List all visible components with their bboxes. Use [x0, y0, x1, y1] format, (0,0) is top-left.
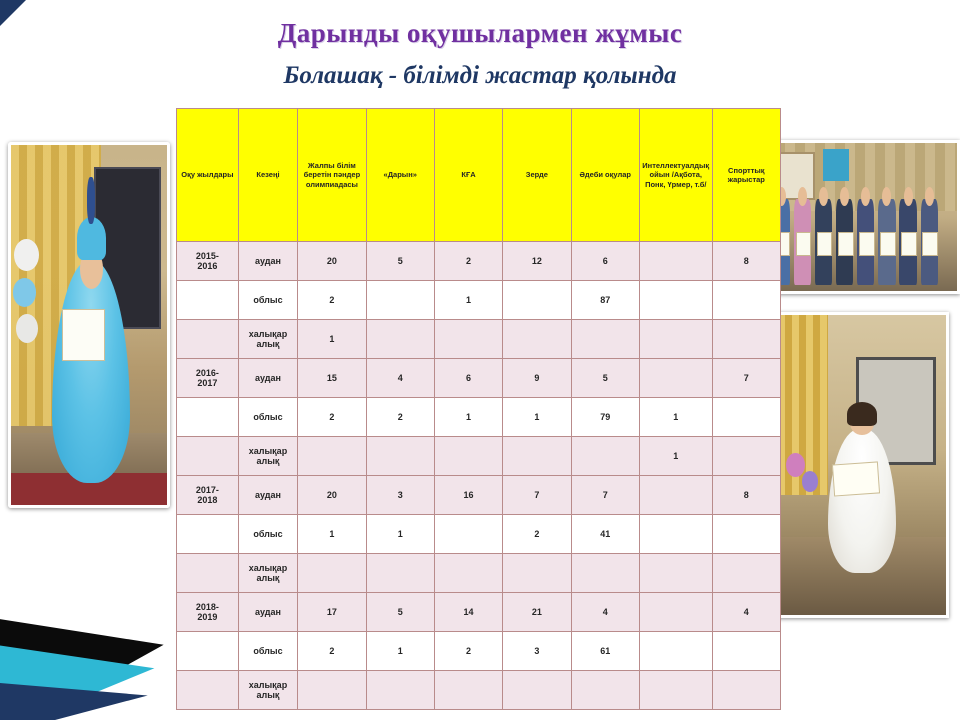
cell-level: облыс — [238, 398, 298, 437]
certificate — [832, 461, 880, 496]
table-row — [177, 242, 781, 281]
cell-value: 7 — [571, 476, 639, 515]
photo-group-children-certificates — [762, 140, 960, 294]
cell-value — [434, 437, 502, 476]
cell-value: 21 — [503, 593, 571, 632]
cell-value: 5 — [571, 359, 639, 398]
cell-value: 1 — [298, 320, 366, 359]
cell-value: 8 — [712, 242, 780, 281]
table-row — [177, 515, 781, 554]
child — [836, 199, 853, 285]
cell-value: 20 — [298, 242, 366, 281]
cell-value: 2 — [366, 398, 434, 437]
cell-value — [298, 554, 366, 593]
cell-value: 1 — [639, 398, 712, 437]
cell-value — [571, 437, 639, 476]
cell-value — [639, 593, 712, 632]
cell-value: 5 — [366, 242, 434, 281]
cell-value — [434, 554, 502, 593]
table-row — [177, 281, 781, 320]
cell-value: 1 — [434, 398, 502, 437]
balloon — [13, 278, 36, 307]
cell-value: 79 — [571, 398, 639, 437]
cell-level: халықар алық — [238, 671, 298, 710]
cell-value — [639, 671, 712, 710]
cell-value — [298, 437, 366, 476]
flag — [823, 149, 850, 182]
cell-value: 2 — [298, 281, 366, 320]
cell-value: 3 — [503, 632, 571, 671]
cell-year: 2018- 2019 — [177, 593, 239, 632]
cell-value — [712, 437, 780, 476]
cell-level: аудан — [238, 242, 298, 281]
column-header-zerde: Зерде — [503, 109, 571, 242]
table-row — [177, 437, 781, 476]
cell-value — [298, 671, 366, 710]
cell-value — [639, 632, 712, 671]
cell-value — [434, 320, 502, 359]
cell-value — [503, 320, 571, 359]
table-header-row — [177, 109, 781, 242]
table-row — [177, 671, 781, 710]
results-table — [176, 108, 781, 710]
cell-value — [503, 437, 571, 476]
cell-level: аудан — [238, 593, 298, 632]
cell-level: халықар алық — [238, 320, 298, 359]
column-header-daryn: «Дарын» — [366, 109, 434, 242]
cell-year — [177, 671, 239, 710]
cell-value — [366, 281, 434, 320]
cell-value — [571, 554, 639, 593]
cell-year: 2015- 2016 — [177, 242, 239, 281]
cell-year: 2017- 2018 — [177, 476, 239, 515]
column-header-subject-olympiad: Жалпы білім беретін пәндер олимпиадасы — [298, 109, 366, 242]
cell-value: 2 — [434, 242, 502, 281]
cell-value — [366, 671, 434, 710]
cell-level: аудан — [238, 359, 298, 398]
table-row — [177, 476, 781, 515]
cell-value: 87 — [571, 281, 639, 320]
cell-level: халықар алық — [238, 554, 298, 593]
cell-value — [639, 554, 712, 593]
child — [899, 199, 916, 285]
cell-value: 2 — [298, 632, 366, 671]
column-header-literary-readings: Әдеби оқулар — [571, 109, 639, 242]
cell-value — [571, 320, 639, 359]
column-header-intellectual-games: Интеллектуалдық ойын /Ақбота, Понк, Үрмер, т.б/ — [639, 109, 712, 242]
cell-value — [712, 398, 780, 437]
cell-year — [177, 320, 239, 359]
cell-value — [639, 320, 712, 359]
photo-girl-blue-dress — [8, 142, 170, 508]
cell-value: 6 — [571, 242, 639, 281]
cell-year — [177, 437, 239, 476]
cell-value: 1 — [298, 515, 366, 554]
cell-value: 2 — [503, 515, 571, 554]
table-row — [177, 593, 781, 632]
cell-value — [712, 632, 780, 671]
cell-year — [177, 398, 239, 437]
cell-value — [639, 359, 712, 398]
cell-value: 2 — [298, 398, 366, 437]
cell-value: 8 — [712, 476, 780, 515]
cell-value: 1 — [366, 515, 434, 554]
cell-value: 16 — [434, 476, 502, 515]
cell-value: 6 — [434, 359, 502, 398]
table-row — [177, 398, 781, 437]
results-table-container — [176, 108, 781, 710]
cell-value: 3 — [366, 476, 434, 515]
cell-value — [571, 671, 639, 710]
cell-value: 41 — [571, 515, 639, 554]
cell-value: 1 — [366, 632, 434, 671]
table-row — [177, 632, 781, 671]
cell-value — [712, 320, 780, 359]
photo-girl-white-dress — [775, 312, 949, 618]
cell-value — [712, 281, 780, 320]
balloon — [802, 471, 819, 492]
cell-level: халықар алық — [238, 437, 298, 476]
cell-value: 4 — [366, 359, 434, 398]
cell-value — [366, 320, 434, 359]
cell-value: 7 — [712, 359, 780, 398]
cell-value: 2 — [434, 632, 502, 671]
cell-value: 7 — [503, 476, 571, 515]
cell-value — [639, 515, 712, 554]
cell-year: 2016- 2017 — [177, 359, 239, 398]
cell-level: облыс — [238, 632, 298, 671]
child — [921, 199, 938, 285]
child — [815, 199, 832, 285]
cell-value: 12 — [503, 242, 571, 281]
cell-value — [503, 554, 571, 593]
cell-value: 1 — [639, 437, 712, 476]
cell-value: 1 — [503, 398, 571, 437]
column-header-kga: КҒА — [434, 109, 502, 242]
cell-year — [177, 515, 239, 554]
cell-value — [503, 671, 571, 710]
cell-value — [366, 554, 434, 593]
column-header-year: Оқу жылдары — [177, 109, 239, 242]
cell-value — [503, 281, 571, 320]
table-row — [177, 359, 781, 398]
slide-title: Дарынды оқушылармен жұмыс — [277, 18, 683, 48]
hat-feather — [87, 177, 95, 224]
cell-value — [712, 515, 780, 554]
balloon — [14, 239, 39, 271]
cell-value — [639, 281, 712, 320]
cell-value: 1 — [434, 281, 502, 320]
child-hair — [847, 402, 877, 426]
cell-value — [434, 515, 502, 554]
certificate — [62, 309, 105, 361]
cell-value: 4 — [712, 593, 780, 632]
cell-value: 17 — [298, 593, 366, 632]
cell-value: 5 — [366, 593, 434, 632]
column-header-level: Кезеңі — [238, 109, 298, 242]
table-body — [177, 242, 781, 710]
child — [794, 199, 811, 285]
cell-level: облыс — [238, 281, 298, 320]
child — [878, 199, 895, 285]
cell-value: 15 — [298, 359, 366, 398]
cell-value: 61 — [571, 632, 639, 671]
table-row — [177, 320, 781, 359]
cell-value — [712, 671, 780, 710]
balloon — [16, 314, 38, 343]
table-row — [177, 554, 781, 593]
cell-value: 14 — [434, 593, 502, 632]
cell-value: 9 — [503, 359, 571, 398]
cell-value — [366, 437, 434, 476]
column-header-sport-competitions: Спорттық жарыстар — [712, 109, 780, 242]
cell-level: облыс — [238, 515, 298, 554]
child — [857, 199, 874, 285]
corner-decoration-bottom-left — [0, 590, 190, 720]
cell-value: 4 — [571, 593, 639, 632]
cell-value — [434, 671, 502, 710]
cell-level: аудан — [238, 476, 298, 515]
slide-subtitle: Болашақ - білімді жастар қолында — [283, 62, 677, 89]
cell-year — [177, 554, 239, 593]
cell-year — [177, 281, 239, 320]
balloon — [786, 453, 804, 477]
cell-value — [639, 476, 712, 515]
cell-value — [712, 554, 780, 593]
cell-year — [177, 632, 239, 671]
cell-value: 20 — [298, 476, 366, 515]
cell-value — [639, 242, 712, 281]
